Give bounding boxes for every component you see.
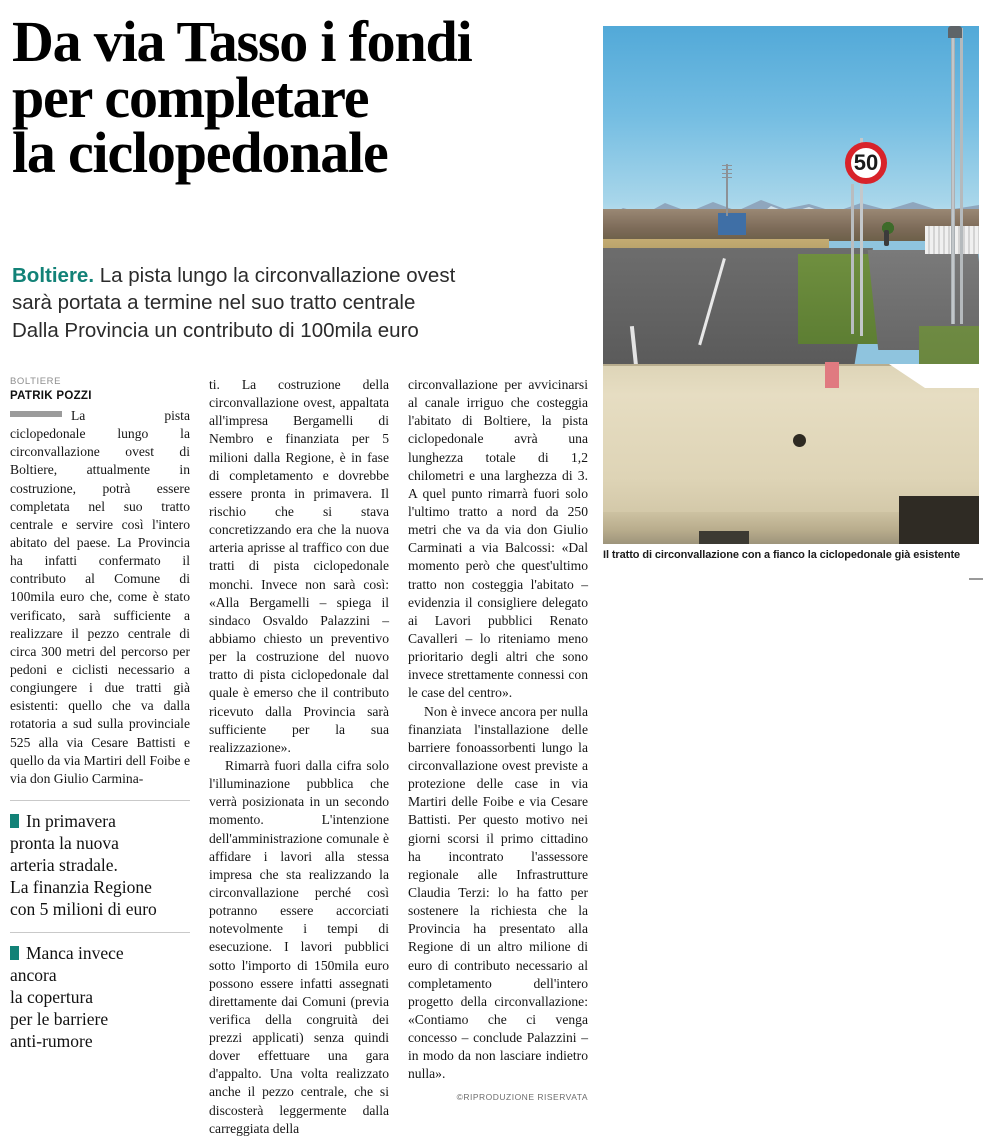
highlight-2-line-1 [10, 942, 190, 964]
paragraph: Non è invece ancora per nulla finanziata l'installazione delle barriere fonoassorbenti lungo la circonvallazione ovest previste a protezione delle case in via Martiri delle Foibe e via Cesare Battisti. Per questo motivo nei giorni scorsi il primo cittadino ha incontrato l'assessore regionale alle Infrastrutture Claudia Terzi: lo ha fatto per sostenere la richiesta che la Provincia ha presentato alla Regione di un altro milione di euro di contributo necessario al completamento dell'intero progetto della circonvallazione: «Contiamo che ci venga concesso – conclude Palazzini – in modo da non lasciare indietro nulla». [408, 703, 588, 1082]
highlight-1-line-5: con 5 milioni di euro [10, 899, 157, 920]
photo-block [603, 26, 979, 561]
column-3 [408, 376, 588, 1102]
column-1-body [10, 407, 190, 788]
square-bullet-icon [10, 814, 19, 828]
summary-line-3: Dalla Provincia un contributo di 100mila euro [12, 318, 419, 342]
highlight-1-line-2: pronta la nuova [10, 833, 119, 853]
column-3-body [408, 376, 588, 1083]
highlight-1-line-4: La finanzia Regione [10, 877, 152, 898]
highlight-box-1 [10, 801, 190, 920]
highlight-2-text-1: Manca invece [26, 943, 124, 964]
summary-text-1: La pista lungo la circonvallazione ovest [99, 264, 456, 287]
summary-line-1 [12, 262, 597, 289]
article-columns [10, 376, 592, 1136]
highlight-2-line-3: la copertura [10, 987, 94, 1008]
electricity-pylon [726, 164, 728, 216]
highlight-2-line-2: ancora [10, 965, 57, 986]
paragraph-text: La pista ciclopedonale lungo la circonvallazione ovest di Boltiere, attualmente in costruzione, potrà essere completata nel suo tratto centrale e servire così l'intero abitato del paese. La Provincia ha infatti confermato il contributo al Comune di 100mila euro che, come è stato verificato, sarà sufficiente a realizzare il pezzo centrale di circa 300 metri del percorso per pedoni e ciclisti necessario a congiungere i due tratti già esistenti: quello che va dalla rotatoria a sud sulla provinciale 525 alla via Cesare Battisti e quello da via Martiri dell Foibe e via don Giulio Carmina- [10, 408, 190, 786]
article-photo [603, 26, 979, 544]
pedestrian [884, 230, 889, 246]
highlight-2-line-5: anti-rumore [10, 1031, 93, 1052]
barrier-marker-tape [825, 362, 839, 388]
highlight-1-line-3: arteria stradale. [10, 855, 118, 876]
author-byline: PATRIK POZZI [10, 390, 92, 402]
highlight-2-line-4: per le barriere [10, 1009, 109, 1030]
sign-pole-a [851, 184, 854, 334]
paragraph [10, 407, 190, 788]
copyright-notice: ©RIPRODUZIONE RISERVATA [456, 1092, 588, 1103]
highlight-1-text [10, 810, 190, 920]
barrier-gap [699, 531, 749, 544]
article-summary [12, 262, 597, 344]
speed-limit-value: 50 [853, 150, 879, 175]
highlight-2-text [10, 942, 190, 1052]
page-tick-mark [969, 578, 983, 580]
lamp-post-secondary [960, 28, 963, 324]
highlight-1-line-1 [10, 810, 190, 832]
headline-line-3: la ciclopedonale [12, 120, 388, 186]
blue-building [718, 213, 746, 235]
summary-place: Boltiere. [12, 264, 95, 287]
highlight-box-2 [10, 933, 190, 1052]
column-1 [10, 376, 190, 1052]
lamp-head [948, 26, 962, 38]
lamp-post [951, 26, 955, 324]
paragraph: circonvallazione per avvicinarsi al canale irriguo che costeggia l'abitato di Boltiere, la pista ciclopedonale avrà una lunghezza totale di 1,2 chilometri e una larghezza di 3. A quel punto rimarrà fuori solo l'ultimo tratto a nord da 250 metri che va da via don Giulio Carminati a via Balcossi: «Dal momento però che quest'ultimo tratto non costeggia l'abitato – evidenzia il consigliere delegato ai Lavori pubblici Renato Cavalleri – lo riteniamo meno prioritario degli altri che sono invece strettamente connessi con le case del centro». [408, 377, 588, 701]
page-title [12, 9, 592, 186]
barrier-hole [793, 434, 806, 447]
treeline [603, 209, 979, 241]
shadow-area [899, 496, 979, 544]
section-kicker: BOLTIERE [10, 376, 62, 387]
headline-line-1: Da via Tasso i fondi [12, 9, 472, 74]
headline-line-2: per completare [12, 64, 369, 130]
highlight-1-text-1: In primavera [26, 810, 116, 831]
speed-limit-sign-icon [845, 142, 887, 184]
summary-line-2: sarà portata a termine nel suo tratto centrale [12, 291, 416, 315]
headline-block [12, 9, 592, 186]
paragraph: ti. La costruzione della circonvallazione ovest, appaltata all'impresa Bergamelli di Nembro e finanziata per 5 milioni dalla Regione, è in fase di completamento e dovrebbe essere pronta in primavera. Il rischio che si stava concretizzando era che la nuova arteria aprisse al traffico con due tratti di pista ciclopedonale monchi. Invece non sarà così: «Alla Bergamelli – spiega il sindaco Osvaldo Palazzini – abbiamo chiesto un preventivo per la costruzione del nuovo tratto di pista ciclopedonale dal quale è emerso che il contributo ricevuto dalla Provincia sarà sufficiente per la sua realizzazione». [209, 377, 389, 755]
lead-dash-icon [10, 411, 62, 417]
square-bullet-icon [10, 946, 19, 960]
photo-caption: Il tratto di circonvallazione con a fianco la ciclopedonale già esistente [603, 549, 961, 561]
paragraph: Rimarrà fuori dalla cifra solo l'illuminazione pubblica che verrà posizionata in un secondo momento. L'intenzione dell'amministrazione comunale è affidare i lavori alla stessa impresa che sta realizzando la circonvallazione perché così potranno essere accorciati notevolmente i tempi di esecuzione. I lavori pubblici sotto l'importo di 150mila euro possono essere infatti assegnati direttamente dai Comuni (previa verifica della congruità dei prezzi applicati) senza quindi dover effettuare una gara d'appalto. Una volta realizzato anche il pezzo centrale, che si discosterà leggermente dalla carreggiata della [209, 757, 389, 1136]
